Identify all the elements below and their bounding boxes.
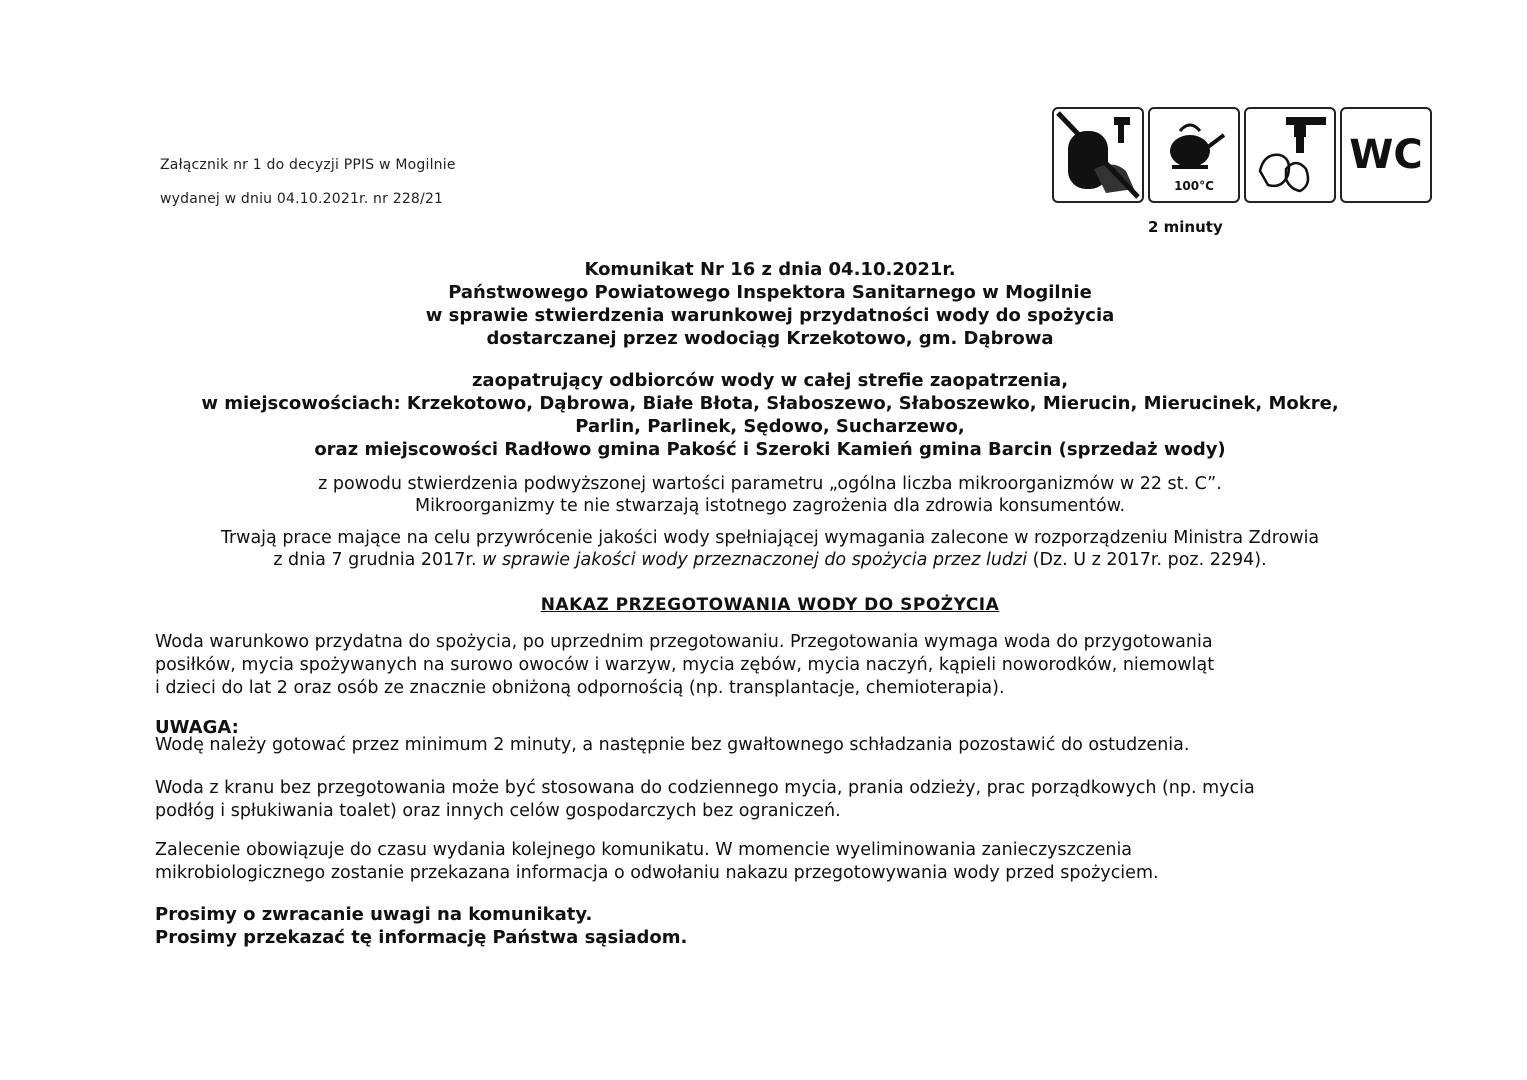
announcement-title: Komunikat Nr 16 z dnia 04.10.2021r. bbox=[584, 259, 956, 280]
pictogram-strip bbox=[1052, 103, 1430, 205]
scope-line-1: zaopatrujący odbiorców wody w całej strefie zaopatrzenia, bbox=[471, 370, 1069, 391]
works-line-2-pre: z dnia 7 grudnia 2017r. bbox=[273, 550, 483, 570]
wc-icon bbox=[1340, 107, 1432, 203]
wc-label: WC bbox=[1349, 132, 1423, 178]
body-p2-line-2: podłóg i spłukiwania toalet) oraz innych celów gospodarczych bez ograniczeń. bbox=[155, 801, 841, 821]
works-line-2 bbox=[0, 550, 1527, 571]
body-p1-line-1: Woda warunkowo przydatna do spożycia, po uprzednim przegotowaniu. Przegotowania wymaga woda do przygotowania bbox=[155, 632, 1213, 652]
kettle-temperature: 100°C bbox=[1174, 179, 1214, 193]
body-p2-line-1: Woda z kranu bez przegotowania może być stosowana do codziennego mycia, prania odzieży, prac porządkowych (np. mycia bbox=[155, 778, 1255, 798]
body-p1-line-2: posiłków, mycia spożywanych na surowo owoców i warzyw, mycia zębów, mycia naczyń, kąpieli noworodków, niemowląt bbox=[155, 655, 1215, 675]
body-p3-line-1: Zalecenie obowiązuje do czasu wydania kolejnego komunikatu. W momencie wyeliminowania zanieczyszczenia bbox=[155, 840, 1133, 860]
order-title: NAKAZ PRZEGOTOWANIA WODY DO SPOŻYCIA bbox=[540, 595, 1000, 615]
scope-line-2: w miejscowościach: Krzekotowo, Dąbrowa, Białe Błota, Słaboszewo, Słaboszewko, Mierucin, Mierucinek, Mokre, bbox=[201, 393, 1339, 414]
reason-line-1: z powodu stwierdzenia podwyższonej wartości parametru „ogólna liczba mikroorganizmów w 22 st. C”. bbox=[318, 474, 1222, 494]
supply-line: dostarczanej przez wodociąg Krzekotowo, gm. Dąbrowa bbox=[486, 328, 1054, 349]
footer-line-2: Prosimy przekazać tę informację Państwa sąsiadom. bbox=[155, 927, 688, 948]
warning-label: UWAGA: bbox=[155, 717, 239, 738]
warning-text: Wodę należy gotować przez minimum 2 minuty, a następnie bez gwałtownego schładzania pozostawić do ostudzenia. bbox=[155, 735, 1190, 755]
hand-washing-tap-icon bbox=[1244, 107, 1336, 203]
no-drinking-tap-icon bbox=[1052, 107, 1144, 203]
regulation-title: w sprawie jakości wody przeznaczonej do spożycia przez ludzi bbox=[482, 550, 1028, 570]
attachment-line-1: Załącznik nr 1 do decyzji PPIS w Mogilnie bbox=[160, 157, 456, 173]
body-p1-line-3: i dzieci do lat 2 oraz osób ze znacznie obniżoną odpornością (np. transplantacje, chemioterapia). bbox=[155, 678, 1005, 698]
attachment-line-2: wydanej w dniu 04.10.2021r. nr 228/21 bbox=[160, 191, 444, 207]
subject-line: w sprawie stwierdzenia warunkowej przydatności wody do spożycia bbox=[425, 305, 1115, 326]
authority-line: Państwowego Powiatowego Inspektora Sanitarnego w Mogilnie bbox=[448, 282, 1092, 303]
kettle-icon bbox=[1148, 107, 1240, 203]
scope-line-3: Parlin, Parlinek, Sędowo, Sucharzewo, bbox=[575, 416, 965, 437]
works-line-1: Trwają prace mające na celu przywrócenie jakości wody spełniającej wymagania zalecone w rozporządzeniu Ministra Zdrowia bbox=[220, 528, 1320, 548]
footer-line-1: Prosimy o zwracanie uwagi na komunikaty. bbox=[155, 904, 593, 925]
reason-line-2: Mikroorganizmy te nie stwarzają istotnego zagrożenia dla zdrowia konsumentów. bbox=[414, 496, 1126, 516]
works-line-2-post: (Dz. U z 2017r. poz. 2294). bbox=[1027, 550, 1267, 570]
scope-line-4: oraz miejscowości Radłowo gmina Pakość i Szeroki Kamień gmina Barcin (sprzedaż wody) bbox=[314, 439, 1226, 460]
body-p3-line-2: mikrobiologicznego zostanie przekazana informacja o odwołaniu nakazu przegotowywania wody przed spożyciem. bbox=[155, 863, 1159, 883]
boil-duration: 2 minuty bbox=[1148, 218, 1223, 236]
